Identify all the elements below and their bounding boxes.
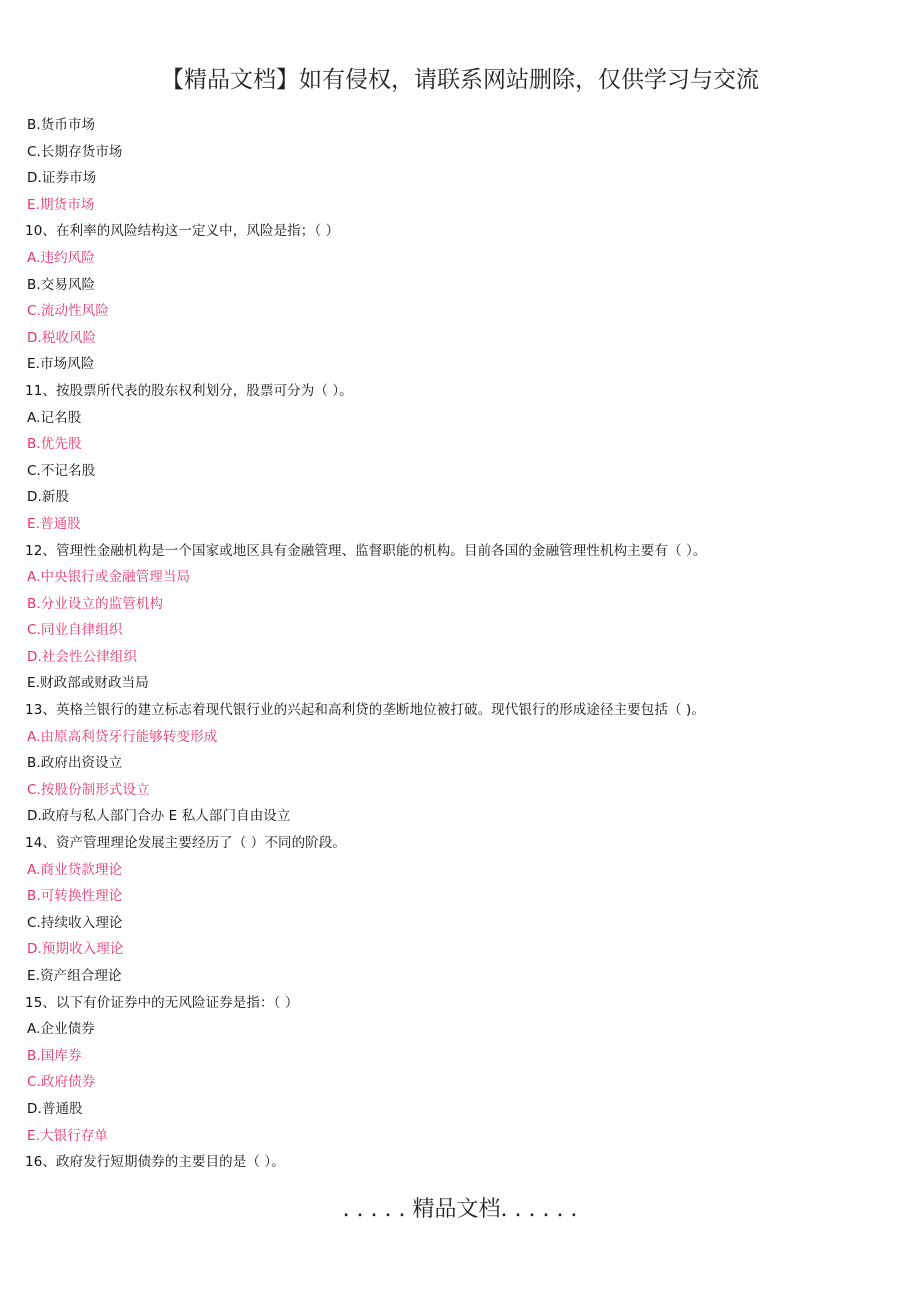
answer-option-highlighted: B.优先股 [27,436,82,453]
answer-option: D.普通股 [27,1100,83,1117]
question-line: 13、英格兰银行的建立标志着现代银行业的兴起和高利贷的垄断地位被打破。现代银行的形成途径主要包括（ )。 [25,702,705,719]
answer-option: D.政府与私人部门合办 E 私人部门自由设立 [27,808,291,825]
answer-option: A.企业债券 [27,1021,95,1038]
answer-option-highlighted: A.由原高利贷牙行能够转变形成 [27,728,218,745]
answer-option-highlighted: B.国库券 [27,1047,82,1064]
answer-option: C.不记名股 [27,462,96,479]
answer-option-highlighted: B.分业设立的监管机构 [27,595,164,612]
answer-option-highlighted: D.税收风险 [27,329,97,346]
answer-option-highlighted: D.预期收入理论 [27,941,124,958]
answer-option-highlighted: E.期货市场 [27,196,95,213]
answer-option: D.证券市场 [27,170,97,187]
answer-option: E.资产组合理论 [27,968,122,984]
answer-option: E.财政部或财政当局 [27,675,149,692]
answer-option-highlighted: C.流动性风险 [27,303,109,320]
answer-option-highlighted: A.违约风险 [27,249,95,266]
answer-option-highlighted: C.按股份制形式设立 [27,781,150,798]
answer-option: B.交易风险 [27,276,96,293]
answer-option: B.政府出资设立 [27,755,123,772]
page-footer: . . . . . 精品文档. . . . . . [342,1197,578,1222]
answer-option: B.货币市场 [27,117,96,133]
answer-option: E.市场风险 [27,356,95,373]
answer-option-highlighted: A.中央银行或金融管理当局 [27,569,191,586]
question-line: 11、按股票所代表的股东权利划分，股票可分为（ ）。 [25,382,353,399]
question-line: 16、政府发行短期债券的主要目的是（ ）。 [25,1154,285,1171]
answer-option-highlighted: C.同业自律组织 [27,622,123,639]
answer-option-highlighted: C.政府债券 [27,1074,96,1091]
question-line: 12、管理性金融机构是一个国家或地区具有金融管理、监督职能的机构。目前各国的金融管理性机构主要有（ ）。 [25,542,707,559]
answer-option: C.长期存货市场 [27,143,123,160]
question-line: 14、资产管理理论发展主要经历了（ ）不同的阶段。 [25,835,346,852]
answer-option: C.持续收入理论 [27,914,123,931]
page-header: 【精品文档】如有侵权，请联系网站删除，仅供学习与交流 [161,67,759,93]
document-body [27,112,897,1176]
answer-option-highlighted: E.大银行存单 [27,1127,109,1144]
answer-option-highlighted: D.社会性公律组织 [27,648,138,665]
answer-option-highlighted: A.商业贷款理论 [27,861,123,878]
answer-option: D.新股 [27,489,70,506]
answer-option: A.记名股 [27,409,82,426]
question-line: 15、以下有价证券中的无风险证券是指：（ ） [25,994,299,1011]
answer-option-highlighted: B.可转换性理论 [27,888,123,905]
question-line: 10、在利率的风险结构这一定义中，风险是指；（ ） [25,223,340,240]
answer-option-highlighted: E.普通股 [27,515,81,532]
